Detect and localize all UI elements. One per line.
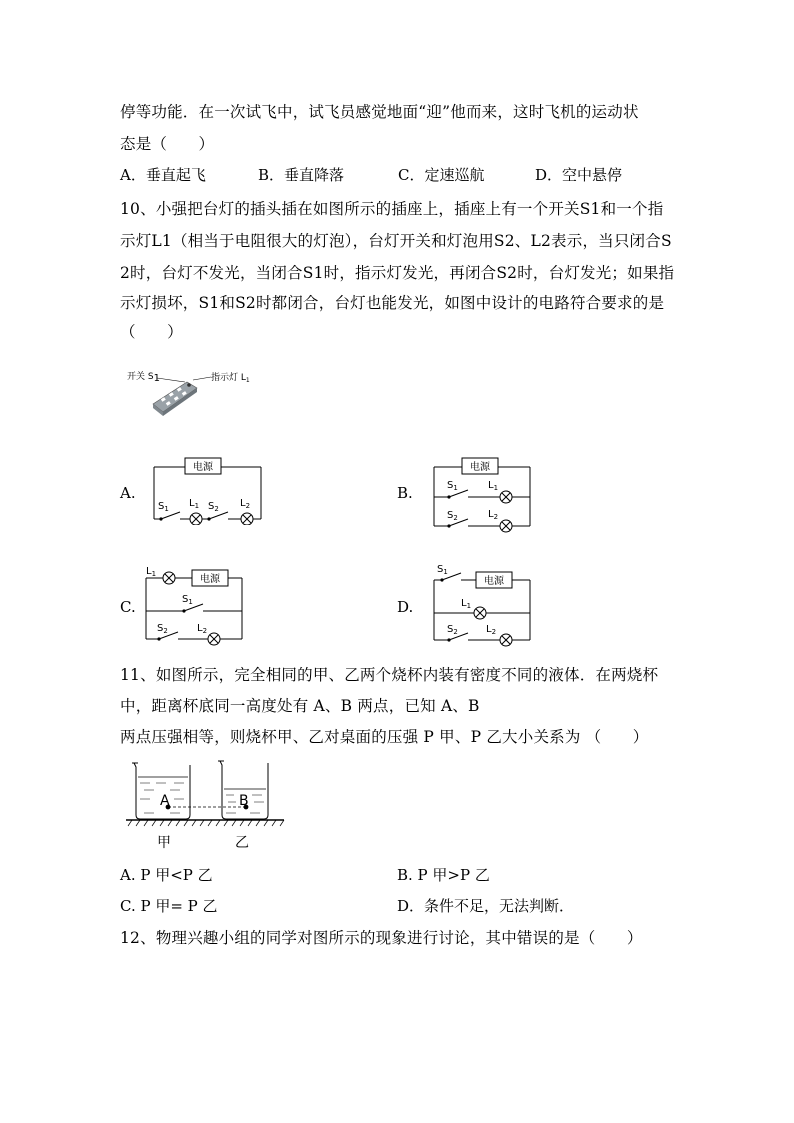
beaker-yi [220, 761, 268, 819]
q12-stem-line1: 12、物理兴趣小组的同学对图所示的现象进行讨论，其中错误的是（ ） [120, 929, 643, 947]
beaker-jia [134, 763, 190, 819]
beakers-figure [124, 755, 289, 855]
switch-s2-label: $S_2$ [447, 624, 458, 636]
q9-option-b: B．垂直降落 [258, 166, 345, 184]
circuit-a-label: A. [120, 484, 136, 502]
q9-option-c: C．定速巡航 [398, 166, 485, 184]
circuit-d-label: D. [397, 598, 414, 616]
switch-s2-label: $S_2$ [447, 510, 458, 522]
lamp-l1-label: $L_1$ [189, 498, 200, 510]
q10-stem-line2: 示灯L1（相当于电阻很大的灯泡），台灯开关和灯泡用S2、L2表示，当只闭合S [120, 232, 672, 250]
q10-stem-line3: 2时，台灯不发光，当闭合S1时，指示灯发光，再闭合S2时，台灯发光；如果指 [120, 264, 675, 282]
switch-s1-label: $S_1$ [437, 564, 448, 576]
circuit-c-diagram [140, 562, 252, 647]
circuit-c-label: C. [120, 598, 136, 616]
lamp-l2-label: $L_2$ [488, 509, 499, 521]
switch-s1-label: $S_1$ [158, 501, 169, 513]
power-strip-illustration [125, 362, 265, 418]
q9-stem-line2: 态是（ ） [120, 135, 215, 153]
q11-stem-line3: 两点压强相等，则烧杯甲、乙对桌面的压强 P 甲、P 乙大小关系为 （ ） [120, 728, 649, 746]
socket-lamp-label: 指示灯 $L_1$ [211, 373, 250, 384]
q11-stem-line2: 中，距离杯底同一高度处有 A、B 两点，已知 A、B [120, 697, 480, 715]
circuit-a-diagram [148, 455, 268, 525]
switch-s2-label: $S_2$ [208, 501, 219, 513]
power-strip-body [153, 382, 197, 416]
power-source-label: 电源 [193, 462, 213, 473]
lamp-l2-label: $L_2$ [197, 623, 208, 635]
table-hatch [128, 820, 284, 826]
point-a-label: A [160, 793, 170, 809]
q11-option-b: B. P 甲>P 乙 [397, 866, 490, 884]
switch-s1-label: $S_1$ [447, 480, 458, 492]
point-b-label: B [239, 793, 249, 809]
q11-option-a: A. P 甲<P 乙 [120, 866, 213, 884]
q10-stem-line1: 10、小强把台灯的插头插在如图所示的插座上，插座上有一个开关S1和一个指 [120, 200, 664, 218]
power-source-label: 电源 [484, 576, 504, 587]
q9-stem-line1: 停等功能．在一次试飞中，试飞员感觉地面“迎”他而来，这时飞机的运动状 [120, 103, 639, 121]
lamp-l1-label: $L_1$ [488, 480, 499, 492]
q11-option-c: C. P 甲= P 乙 [120, 897, 218, 915]
beaker-yi-label: 乙 [235, 835, 249, 851]
lamp-l1-label: $L_1$ [146, 566, 157, 578]
power-source-label: 电源 [200, 574, 220, 585]
q9-option-d: D．空中悬停 [535, 166, 623, 184]
circuit-b-label: B. [397, 484, 413, 502]
lamp-l1-label: $L_1$ [461, 598, 472, 610]
q9-option-a: A．垂直起飞 [120, 166, 206, 184]
circuit-b-diagram [428, 455, 538, 535]
lamp-l2-label: $L_2$ [486, 624, 497, 636]
q10-stem-line5: （ ） [120, 323, 183, 341]
socket-switch-label: 开关 S1 [127, 372, 160, 384]
q10-stem-line4: 示灯损坏，S1和S2时都闭合，台灯也能发光，如图中设计的电路符合要求的是 [120, 294, 665, 312]
q11-stem-line1: 11、如图所示，完全相同的甲、乙两个烧杯内装有密度不同的液体．在两烧杯 [120, 666, 659, 684]
q11-option-d: D．条件不足，无法判断． [397, 897, 575, 915]
beaker-jia-label: 甲 [157, 835, 171, 851]
power-source-label: 电源 [470, 462, 490, 473]
circuit-d-diagram [428, 560, 538, 650]
lamp-l2-label: $L_2$ [240, 498, 251, 510]
switch-s2-label: $S_2$ [157, 623, 168, 635]
switch-s1-label: $S_1$ [182, 594, 193, 606]
